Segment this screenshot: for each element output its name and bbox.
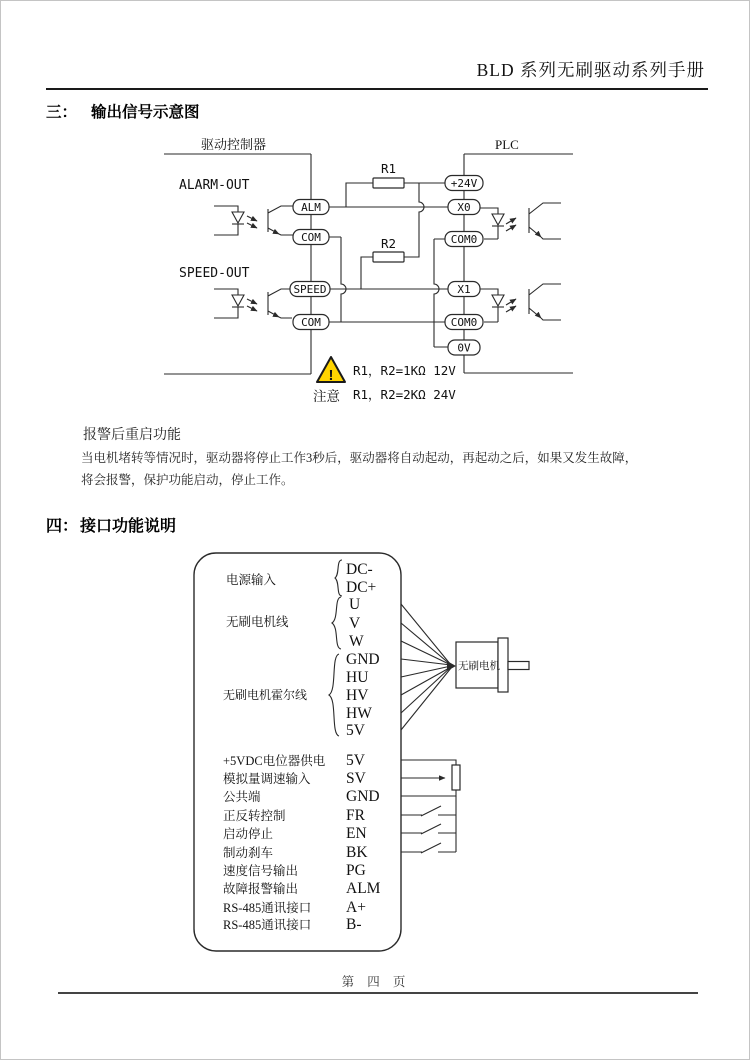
motor-wire-fan: [401, 604, 456, 730]
row-pin: 5V: [346, 752, 365, 769]
speed-optocoupler: [214, 289, 292, 318]
section4-title: 接口功能说明: [80, 518, 177, 535]
io-rows: [223, 752, 381, 933]
pin-gnd-hall: GND: [346, 651, 380, 668]
row-pin: B-: [346, 916, 362, 933]
terminal-com1-label: COM: [301, 231, 321, 244]
r1-label: R1: [381, 161, 397, 176]
row-label: 故障报警输出: [223, 882, 299, 896]
power-group-label: 电源输入: [226, 573, 277, 587]
terminal-com0a-label: COM0: [450, 233, 478, 246]
note-line2: R1，R2=2KΩ 24V: [353, 387, 456, 402]
restart-note-heading: 报警后重启功能: [83, 428, 181, 443]
section4-number: 四：: [46, 518, 79, 535]
alarm-optocoupler: [214, 206, 293, 235]
plc-x1-optocoupler: [480, 284, 561, 322]
controller-label: 驱动控制器: [201, 137, 267, 152]
row-pin: PG: [346, 862, 366, 879]
r2-label: R2: [381, 236, 397, 251]
pin-hw: HW: [346, 705, 372, 722]
resistor-r2: [373, 252, 404, 262]
brushless-motor: [456, 638, 529, 692]
terminal-0v-label: 0V: [457, 341, 471, 355]
motor-shaft: [508, 662, 529, 670]
section3-title: 输出信号示意图: [91, 104, 200, 121]
pin-u: U: [349, 596, 361, 613]
motor-label: 无刷电机: [458, 661, 500, 672]
wire-riser-r1: [346, 183, 373, 207]
wire-com0-0v-chain: [434, 239, 449, 347]
terminal-alm-label: ALM: [301, 201, 321, 214]
hall-brace: [329, 654, 339, 736]
speed-out-label: SPEED-OUT: [179, 266, 250, 281]
restart-note-line1: 当电机堵转等情况时，驱动器将停止工作3秒后，驱动器将自动起动，再起动之后，如果又发生故障，: [81, 451, 638, 465]
switch-fr: [401, 806, 456, 816]
row-label: 公共端: [223, 790, 261, 804]
pin-hu: HU: [346, 669, 369, 686]
row-pin: A+: [346, 899, 366, 916]
wire-r2-speed: [361, 257, 373, 289]
row-pin: ALM: [346, 880, 381, 897]
pin-dc-plus: DC+: [346, 579, 377, 596]
fan-arrowhead: [447, 661, 456, 671]
wire-24v-r2-hop: [404, 183, 424, 257]
wire-com-chain-left: [329, 237, 346, 322]
pin-dc-minus: DC-: [346, 561, 373, 578]
section3-heading: [46, 100, 200, 122]
motor-wires-brace: [332, 597, 341, 649]
row-label: RS-485通讯接口: [223, 901, 312, 915]
row-pin: FR: [346, 807, 365, 824]
plc-label: PLC: [495, 137, 519, 152]
footer-rule: [58, 992, 698, 994]
terminal-24v-label: +24V: [450, 177, 478, 190]
pin-w: W: [349, 633, 364, 650]
row-pin: EN: [346, 825, 367, 842]
potentiometer-circuit: [401, 760, 460, 852]
alarm-out-label: ALARM-OUT: [179, 178, 250, 193]
hall-group-label: 无刷电机霍尔线: [223, 688, 308, 702]
warning-caption: 注意: [313, 389, 340, 404]
terminal-x0-label: X0: [457, 201, 471, 214]
row-label: 启动停止: [223, 827, 274, 841]
output-signal-diagram: [151, 136, 591, 411]
warning-note: [313, 357, 456, 404]
power-brace: [335, 560, 342, 596]
terminal-com0b-label: COM0: [450, 316, 478, 329]
terminal-com2-label: COM: [301, 316, 321, 329]
restart-note-line2: 将会报警，保护功能启动，停止工作。: [81, 473, 294, 487]
row-pin: GND: [346, 788, 380, 805]
document-title: BLD 系列无刷驱动系列手册: [476, 60, 705, 80]
pin-v: V: [349, 615, 361, 632]
row-label: 正反转控制: [223, 809, 286, 823]
pin-hv: HV: [346, 687, 369, 704]
row-pin: SV: [346, 770, 366, 787]
row-label: 模拟量调速输入: [223, 772, 311, 786]
switch-bk: [401, 843, 456, 853]
header-rule: [46, 88, 708, 90]
plc-x0-optocoupler: [480, 203, 561, 239]
row-label: 速度信号输出: [223, 864, 299, 878]
motor-wires-group-label: 无刷电机线: [226, 615, 289, 629]
row-label: +5VDC电位器供电: [223, 754, 326, 768]
warning-exclaim: !: [328, 367, 334, 384]
terminal-speed-label: SPEED: [293, 283, 327, 296]
terminal-x1-label: X1: [457, 283, 471, 296]
interface-diagram: [181, 541, 541, 966]
section4-heading: [46, 513, 176, 536]
potentiometer: [452, 765, 460, 790]
section3-number: 三：: [46, 104, 78, 121]
resistor-r1: [373, 178, 404, 188]
row-pin: BK: [346, 844, 368, 861]
page-number: 第 四 页: [341, 975, 411, 989]
row-label: RS-485通讯接口: [223, 918, 312, 932]
note-line1: R1，R2=1KΩ 12V: [353, 363, 456, 378]
switch-en: [401, 824, 456, 834]
row-label: 制动刹车: [223, 846, 274, 860]
pin-5v-hall: 5V: [346, 722, 365, 739]
